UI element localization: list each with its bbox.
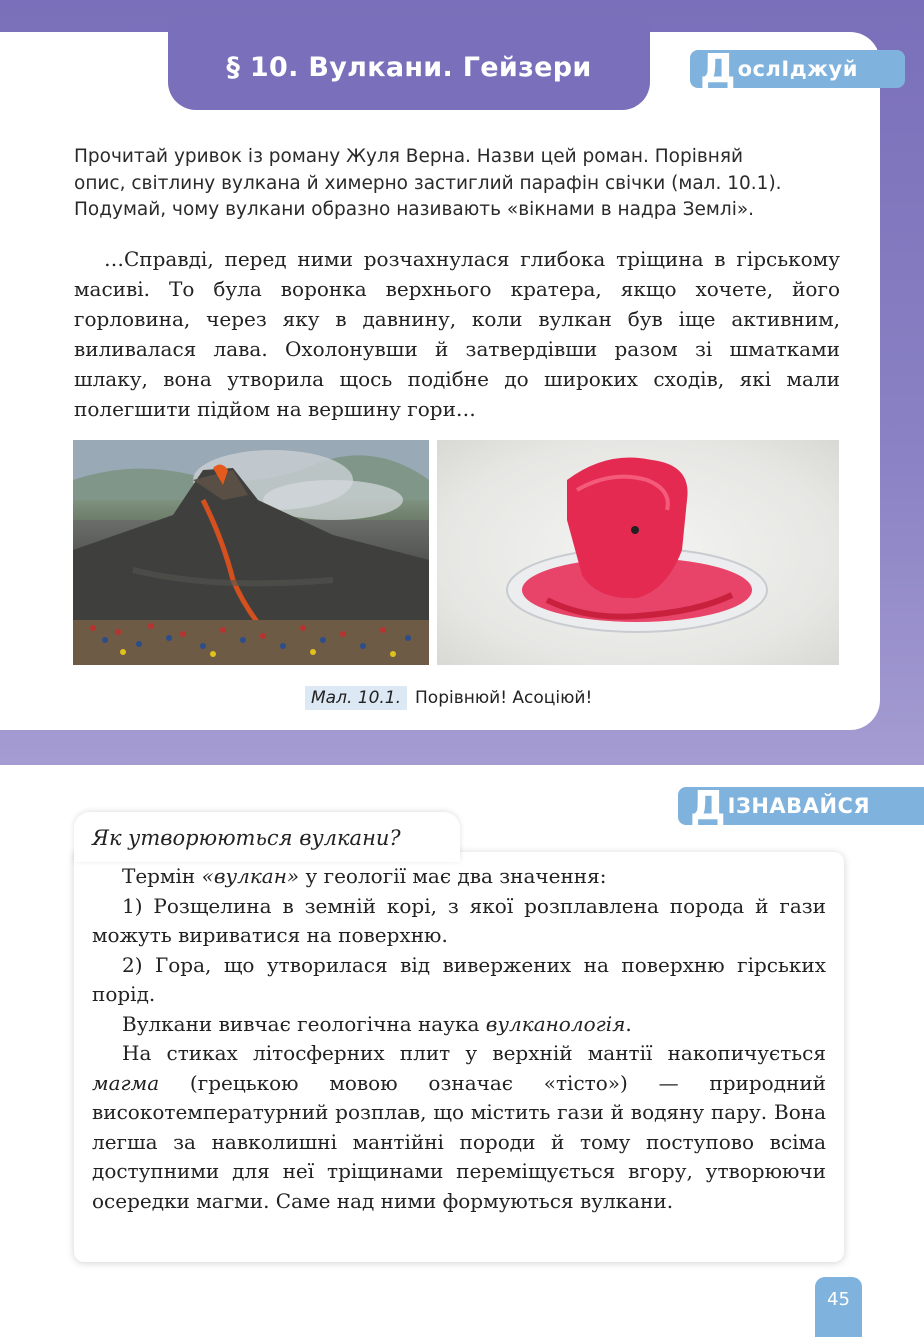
- paragraph: [92, 862, 826, 892]
- intro-line: Прочитай уривок із роману Жуля Верна. Назви цей роман. Порівняй: [74, 146, 744, 167]
- explore-badge-label: ослІджуй: [737, 57, 858, 81]
- section-question: Як утворюються вулкани?: [92, 826, 401, 850]
- volcano-photo: [73, 440, 429, 665]
- text: На стиках літосферних плит у верхній мантії накопичується: [122, 1041, 826, 1065]
- text: .: [625, 1011, 632, 1036]
- paragraph: [92, 1039, 826, 1216]
- volcano-illustration: [73, 440, 429, 665]
- intro-line: Подумай, чому вулкани образно називають «вікнами в надра Землі».: [74, 199, 755, 220]
- term: «вулкан»: [201, 864, 300, 888]
- paragraph: [92, 1010, 826, 1040]
- candle-photo: [437, 440, 839, 665]
- novel-excerpt: [74, 244, 840, 424]
- figure-caption: [305, 684, 592, 712]
- explore-badge-initial: Д: [700, 46, 736, 92]
- page-title: § 10. Вулкани. Гейзери: [226, 52, 592, 83]
- figure-label: Мал. 10.1.: [305, 686, 407, 710]
- intro-line: опис, світлину вулкана й химерно застиглий парафін свічки (мал. 10.1).: [74, 172, 782, 194]
- info-text: [92, 862, 826, 1216]
- figure-caption-text: Порівнюй! Асоціюй!: [415, 688, 593, 708]
- melted-candle-illustration: [437, 440, 839, 665]
- text: (грецькою мовою означає «тісто») — природний високотемпературний розплав, що містить гази й водяну пару. Вона легша за навколишні мантійні породи й тому поступово всіма доступними для неї тріщинами переміщується вгору, утворюючи осередки магми. Саме над ними формуються вулкани.: [92, 1070, 826, 1213]
- page-number: 45: [815, 1277, 862, 1337]
- learn-badge: [678, 783, 924, 829]
- learn-badge-label: ІЗНАВАЙСЯ: [727, 794, 871, 818]
- learn-badge-initial: Д: [690, 783, 726, 829]
- text: Вулкани вивчає геологічна наука: [122, 1011, 486, 1036]
- text: у геології має два значення:: [299, 864, 607, 888]
- term: вулканологія: [485, 1011, 626, 1036]
- paragraph: 1) Розщелина в земній корі, з якої розплавлена порода й гази можуть вириватися на поверхню.: [92, 893, 826, 947]
- intro-task: [74, 144, 844, 224]
- excerpt-text: …Справді, перед ними розчахнулася глибока тріщина в гірському масиві. То була воронка верхнього кратера, якщо хочете, його горловина, через яку в давнину, коли вулкан був іще активним, виливалася лава. Охолонувши й затвердівши разом зі шматками шлаку, вона утворила щось подібне до широких сходів, які мали полегшити підйом на вершину гори…: [74, 247, 840, 421]
- term: магма: [92, 1070, 160, 1095]
- explore-badge: [690, 46, 905, 92]
- paragraph: 2) Гора, що утворилася від вивержених на поверхню гірських порід.: [92, 952, 826, 1006]
- text: Термін: [122, 864, 202, 888]
